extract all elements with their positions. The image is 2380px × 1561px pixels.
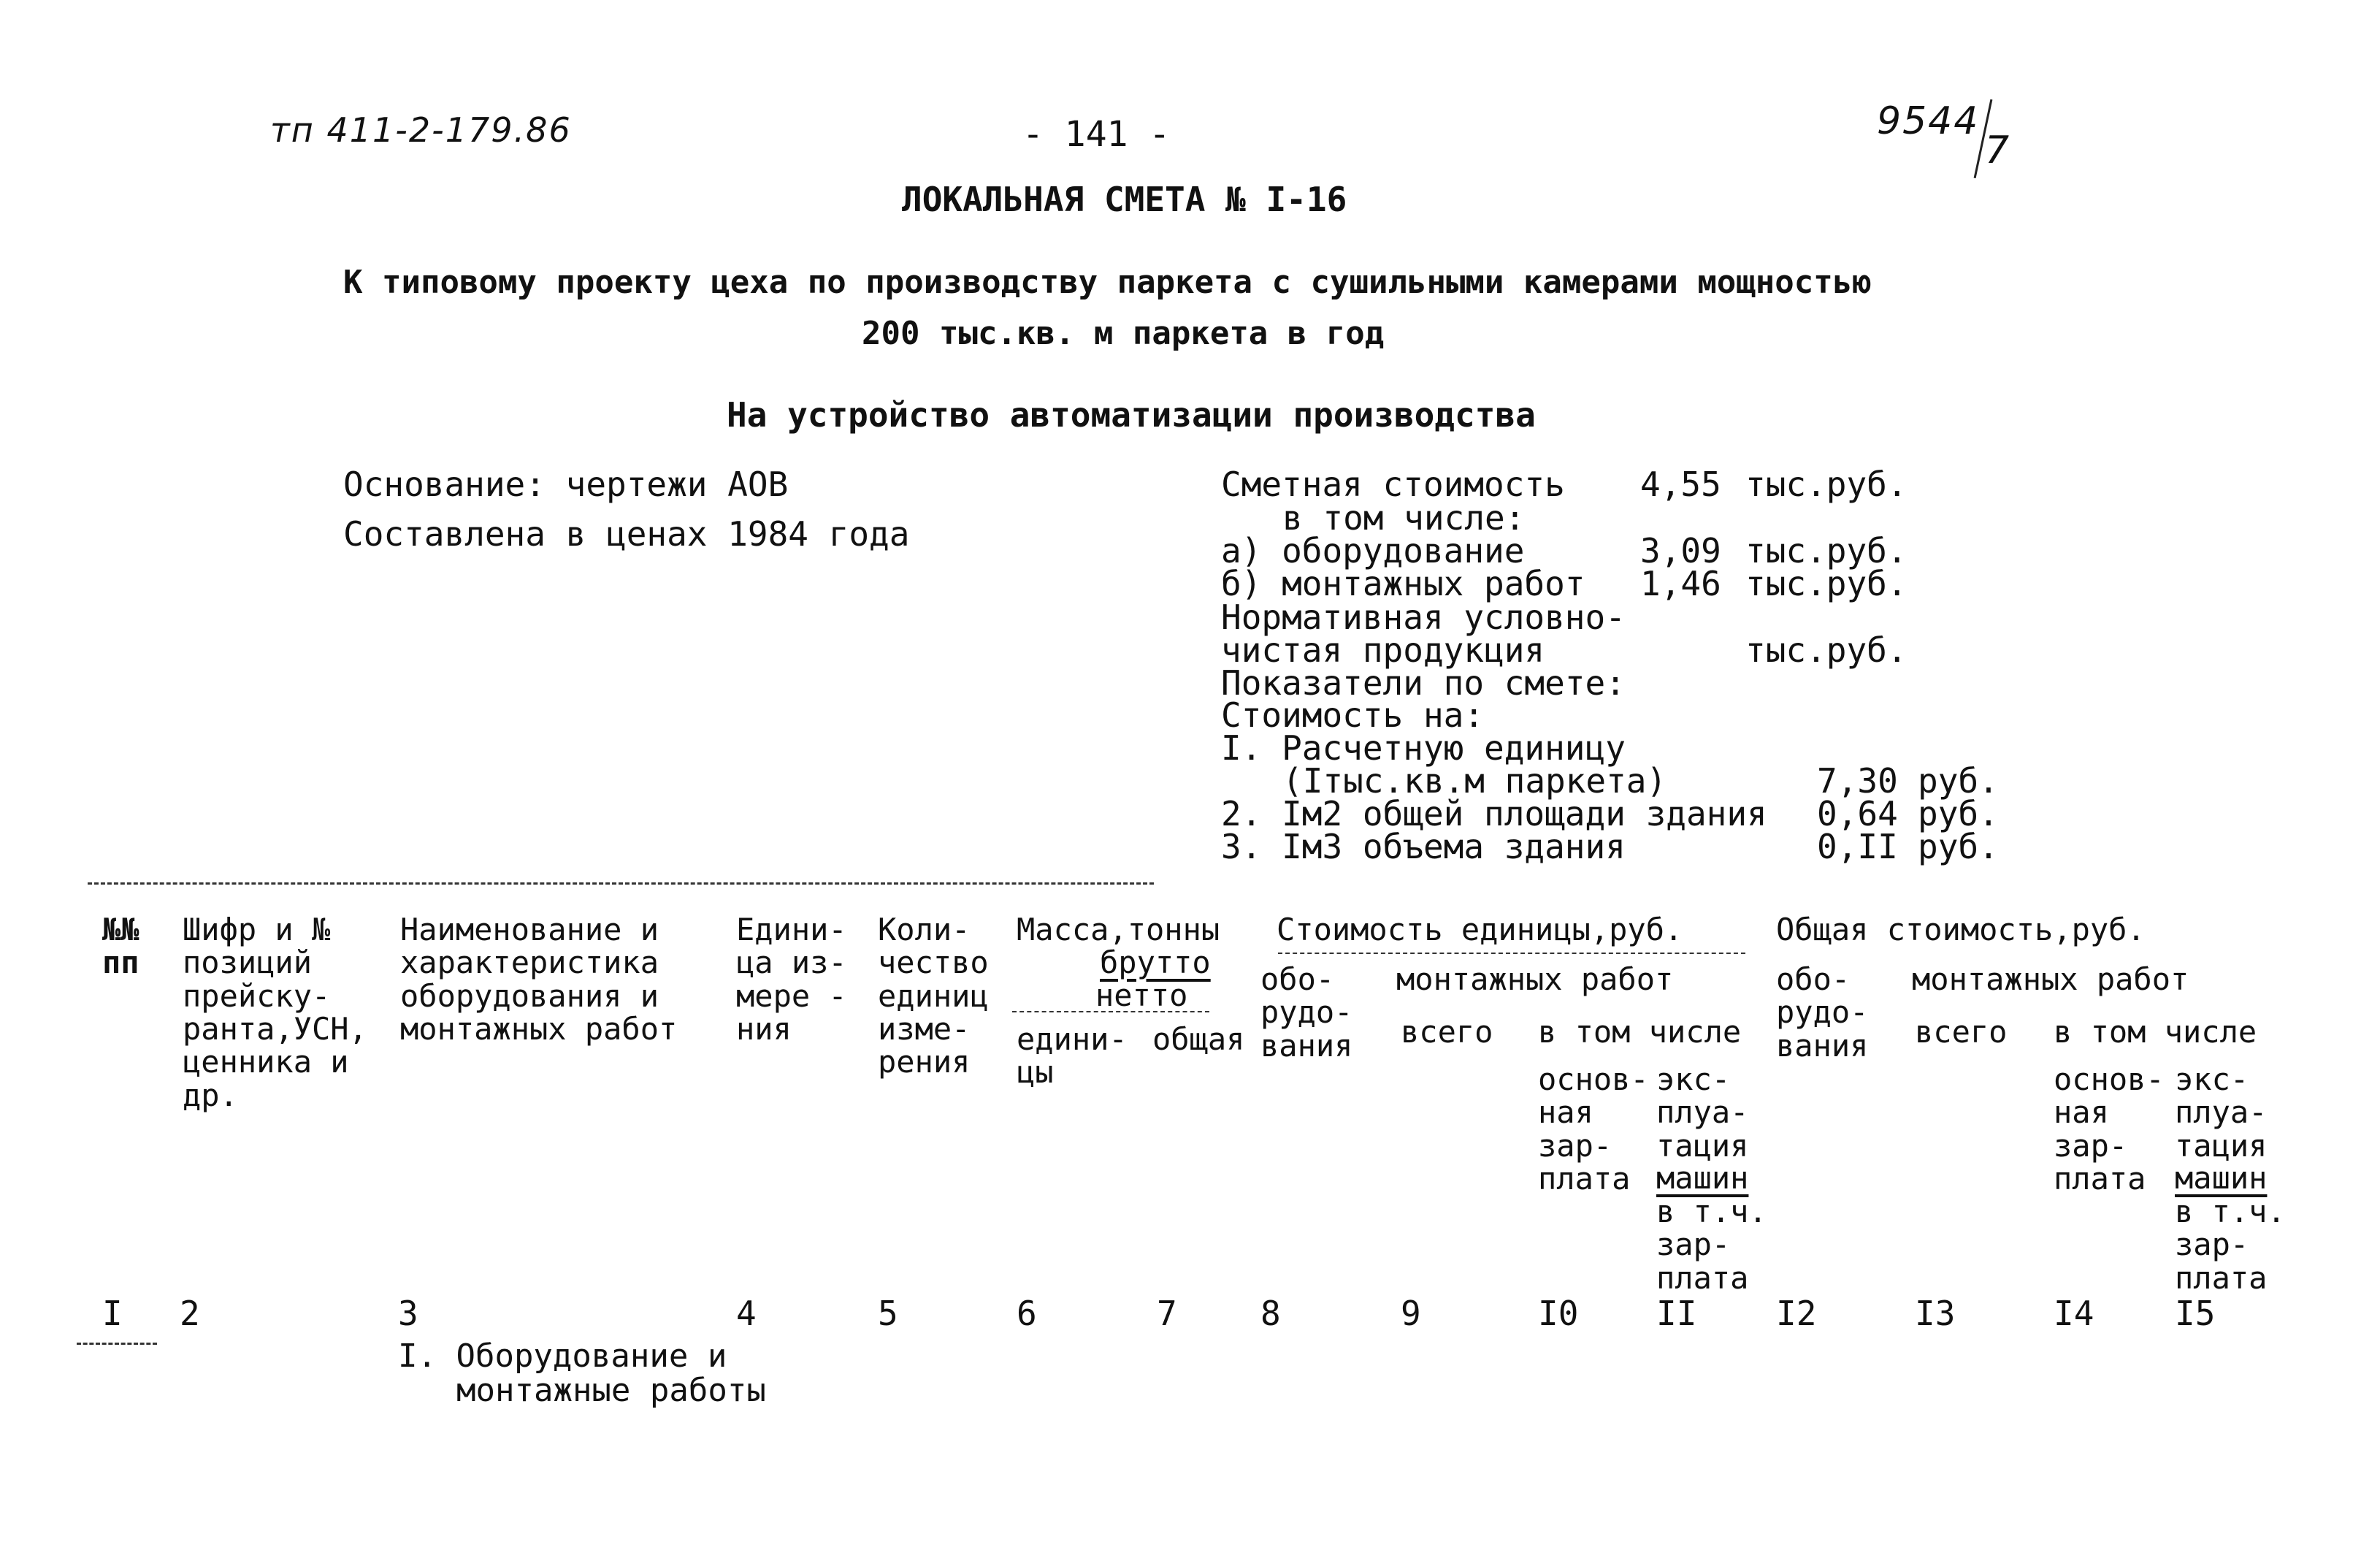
equipment-label: а) оборудование bbox=[1221, 531, 1525, 570]
normative-unit: тыс.руб. bbox=[1745, 630, 1908, 670]
col-header-mass-total: общая bbox=[1152, 1021, 1245, 1057]
indicator-3-value: 0,II bbox=[1817, 827, 1898, 866]
column-number: I3 bbox=[1915, 1294, 1956, 1333]
column-number: 6 bbox=[1017, 1294, 1037, 1333]
column-number: 5 bbox=[878, 1294, 898, 1333]
subtitle-line-1: К типовому проекту цеха по производству паркета с сушильными камерами мощностью bbox=[343, 264, 1872, 301]
col-header-total-including: в том числе bbox=[2054, 1014, 2257, 1050]
col-header-total-install-group: монтажных работ bbox=[1912, 961, 2189, 997]
subtitle-line-2: 200 тыс.кв. м паркета в год bbox=[862, 315, 1385, 352]
col-header-total-equipment: обо- рудо- вания bbox=[1776, 961, 1869, 1064]
indicator-1-value: 7,30 bbox=[1817, 761, 1898, 801]
mass-fraction-rule bbox=[1012, 1011, 1209, 1012]
col-header-mass-unit: едини- цы bbox=[1017, 1021, 1128, 1091]
indicator-1-unit: руб. bbox=[1918, 761, 1999, 801]
column-number: 7 bbox=[1157, 1294, 1177, 1333]
indicator-3-label: 3. Iм3 объема здания bbox=[1221, 827, 1626, 866]
col-header-unit-cost-group: Стоимость единицы,руб. bbox=[1277, 912, 1683, 947]
col-header-mass-netto: нетто bbox=[1095, 977, 1188, 1013]
indicator-2-label: 2. Iм2 общей площади здания bbox=[1221, 794, 1767, 833]
column-number: 8 bbox=[1260, 1294, 1281, 1333]
estimated-cost-unit: тыс.руб. bbox=[1745, 465, 1908, 504]
installation-unit: тыс.руб. bbox=[1745, 564, 1908, 603]
col-header-unit-machine-operation: экс- плуа- тация bbox=[1656, 1061, 1749, 1164]
indicators-label: Показатели по смете: bbox=[1221, 663, 1626, 703]
estimated-cost-label: Сметная стоимость bbox=[1221, 465, 1565, 504]
col-header-total-base-salary: основ- ная зар- плата bbox=[2054, 1061, 2165, 1197]
normative-label-line-2: чистая продукция bbox=[1221, 630, 1545, 670]
table-top-rule bbox=[88, 882, 1154, 885]
column-number: I2 bbox=[1776, 1294, 1817, 1333]
col-header-quantity: Коли- чество единиц изме- рения bbox=[878, 912, 989, 1080]
col-header-unit-equipment: обо- рудо- вания bbox=[1260, 961, 1353, 1064]
column-number: 2 bbox=[180, 1294, 200, 1333]
col-header-total-machine-operation: экс- плуа- тация bbox=[2175, 1061, 2268, 1164]
archive-number: 9544 bbox=[1877, 99, 1980, 143]
col-header-mass-brutto: брутто bbox=[1100, 944, 1211, 980]
col-header-code: Шифр и № позиций прейску- ранта,УСН, ценника и др. bbox=[183, 912, 367, 1113]
installation-value: 1,46 bbox=[1640, 564, 1721, 603]
estimated-cost-value: 4,55 bbox=[1640, 465, 1721, 504]
indicator-1-line-2: (Iтыс.кв.м паркета) bbox=[1282, 761, 1667, 801]
equipment-unit: тыс.руб. bbox=[1745, 531, 1908, 570]
column-number: 3 bbox=[398, 1294, 418, 1333]
section-heading-line-2: монтажные работы bbox=[456, 1372, 766, 1409]
indicator-1-line-1: I. Расчетную единицу bbox=[1221, 728, 1626, 768]
col-header-total-cost-group: Общая стоимость,руб. bbox=[1776, 912, 2146, 947]
column-numbers-rule bbox=[77, 1343, 157, 1345]
column-number: 9 bbox=[1401, 1294, 1421, 1333]
col-header-unit-machines: машин bbox=[1656, 1160, 1749, 1196]
basis-line: Основание: чертежи АОВ bbox=[343, 465, 789, 504]
indicator-2-value: 0,64 bbox=[1817, 794, 1898, 833]
column-number: I4 bbox=[2054, 1294, 2094, 1333]
indicator-2-unit: руб. bbox=[1918, 794, 1999, 833]
col-header-name: Наименование и характеристика оборудования и монтажных работ bbox=[400, 912, 678, 1047]
document-code: тп 411-2-179.86 bbox=[270, 110, 572, 150]
section-heading-line-1: I. Оборудование и bbox=[398, 1337, 727, 1375]
column-number: I bbox=[102, 1294, 123, 1333]
col-header-mass-group: Масса,тонны bbox=[1017, 912, 1220, 947]
col-header-unit: Едини- ца из- мере - ния bbox=[736, 912, 847, 1047]
estimate-purpose: На устройство автоматизации производства bbox=[727, 395, 1536, 435]
col-header-unit-including: в том числе bbox=[1538, 1014, 1742, 1050]
estimate-title: ЛОКАЛЬНАЯ СМЕТА № I-16 bbox=[902, 180, 1347, 219]
column-number: II bbox=[1656, 1294, 1697, 1333]
including-label: в том числе: bbox=[1282, 498, 1526, 538]
page-number: - 141 - bbox=[1022, 114, 1171, 155]
prices-year-line: Составлена в ценах 1984 года bbox=[343, 514, 910, 554]
cost-per-label: Стоимость на: bbox=[1221, 695, 1485, 735]
col-header-number: №№ пп bbox=[102, 912, 139, 981]
installation-label: б) монтажных работ bbox=[1221, 564, 1585, 603]
col-header-total-machines: машин bbox=[2175, 1160, 2268, 1196]
col-header-total-machine-salary: в т.ч. зар- плата bbox=[2175, 1194, 2286, 1296]
indicator-3-unit: руб. bbox=[1918, 827, 1999, 866]
unit-cost-group-rule bbox=[1278, 953, 1745, 954]
normative-label-line-1: Нормативная условно- bbox=[1221, 598, 1626, 637]
column-number: 4 bbox=[736, 1294, 757, 1333]
col-header-unit-install-group: монтажных работ bbox=[1396, 961, 1674, 997]
col-header-total-install-total: всего bbox=[1915, 1014, 2008, 1050]
archive-sub-number: 7 bbox=[1985, 129, 2011, 172]
col-header-unit-install-total: всего bbox=[1401, 1014, 1493, 1050]
equipment-value: 3,09 bbox=[1640, 531, 1721, 570]
col-header-unit-machine-salary: в т.ч. зар- плата bbox=[1656, 1194, 1767, 1296]
column-number: I5 bbox=[2175, 1294, 2216, 1333]
column-number: I0 bbox=[1538, 1294, 1579, 1333]
col-header-unit-base-salary: основ- ная зар- плата bbox=[1538, 1061, 1649, 1197]
